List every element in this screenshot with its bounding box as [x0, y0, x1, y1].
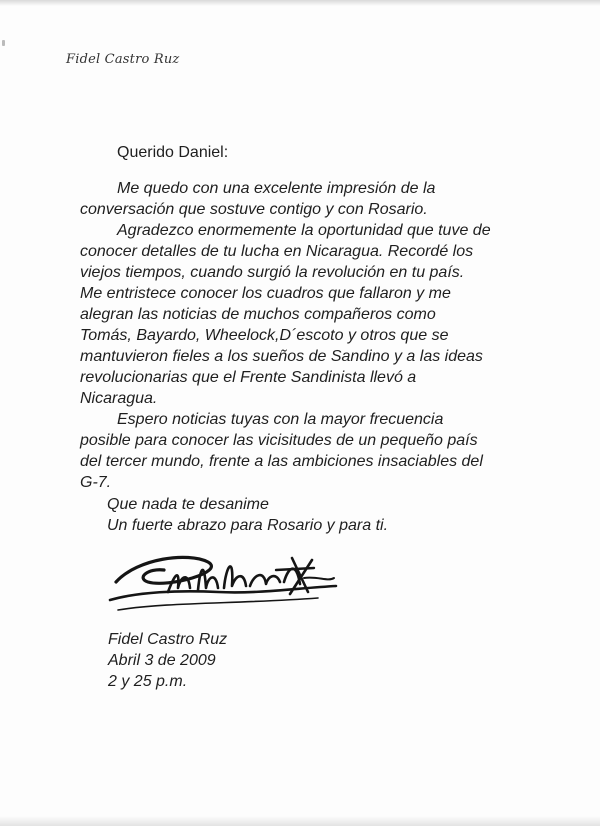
- salutation: Querido Daniel:: [117, 144, 229, 161]
- paragraph-line: Tomás, Bayardo, Wheelock,D´escoto y otros que se: [80, 327, 449, 344]
- paragraph-line: Nicaragua.: [80, 390, 158, 407]
- paragraph-line: Espero noticias tuyas con la mayor frecuencia: [117, 411, 444, 428]
- scan-bottom-edge: [0, 816, 600, 826]
- handwritten-signature: [108, 548, 340, 624]
- paragraph-line: Me quedo con una excelente impresión de la: [117, 180, 436, 197]
- letter-time: 2 y 25 p.m.: [108, 673, 188, 690]
- paragraph-line: Me entristece conocer los cuadros que fallaron y me: [80, 285, 451, 302]
- letterhead: Fidel Castro Ruz: [66, 52, 180, 67]
- paragraph-line: alegran las noticias de muchos compañeros como: [80, 306, 436, 323]
- signatory-name: Fidel Castro Ruz: [108, 631, 228, 648]
- paragraph-line: Agradezco enormemente la oportunidad que tuve de: [117, 222, 491, 239]
- paragraph-line: conocer detalles de tu lucha en Nicaragua. Recordé los: [80, 243, 474, 260]
- paragraph-line: mantuvieron fieles a los sueños de Sandino y a las ideas: [80, 348, 483, 365]
- paragraph-line: del tercer mundo, frente a las ambiciones insaciables del: [80, 453, 483, 470]
- letter-date: Abril 3 de 2009: [108, 652, 216, 669]
- closing-line: Que nada te desanime: [107, 496, 269, 513]
- scan-top-edge: [0, 0, 600, 6]
- paragraph-line: conversación que sostuve contigo y con Rosario.: [80, 201, 428, 218]
- paragraph-line: viejos tiempos, cuando surgió la revolución en tu país.: [80, 264, 465, 281]
- scan-speck: [2, 40, 5, 46]
- paragraph-line: G-7.: [80, 474, 112, 491]
- paragraph-line: revolucionarias que el Frente Sandinista llevó a: [80, 369, 417, 386]
- paragraph-line: posible para conocer las vicisitudes de un pequeño país: [80, 432, 478, 449]
- closing-line: Un fuerte abrazo para Rosario y para ti.: [107, 517, 389, 534]
